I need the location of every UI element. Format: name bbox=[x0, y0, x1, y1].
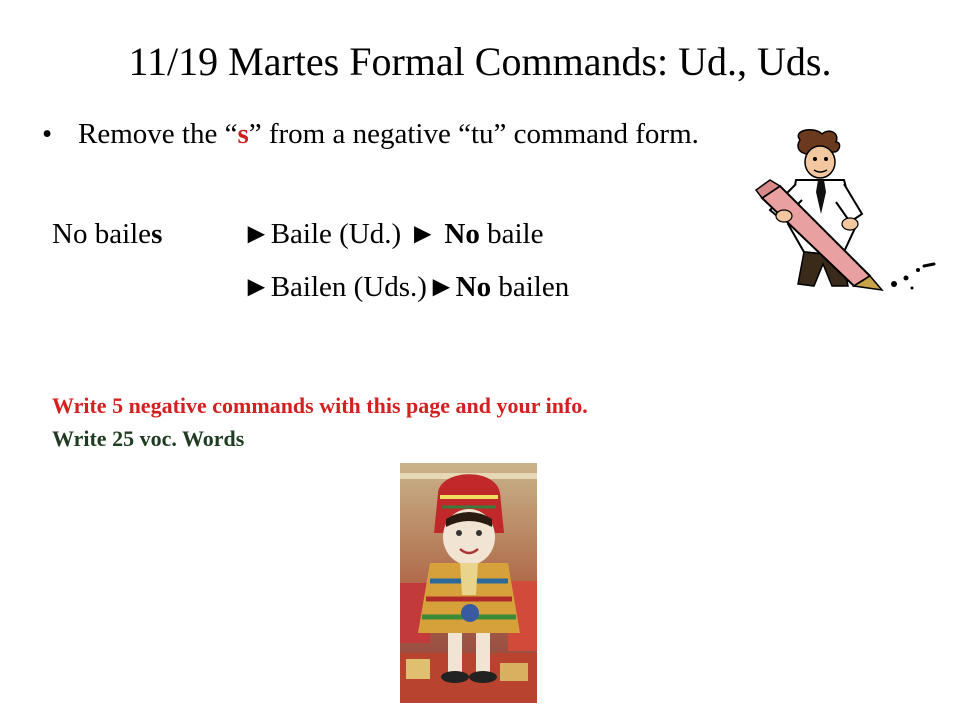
bullet-highlight-s: s bbox=[237, 118, 249, 150]
assignment-note-1: Write 5 negative commands with this page and your info. bbox=[52, 393, 588, 418]
assignment-note-2: Write 25 voc. Words bbox=[52, 426, 245, 451]
ud-affirmative: Baile (Ud.) bbox=[270, 218, 409, 250]
arrow-icon: ► bbox=[426, 271, 456, 303]
bullet-marker: • bbox=[42, 118, 53, 150]
bullet-text-after: ” from a negative “tu” command form. bbox=[248, 118, 699, 150]
no-bold: No bbox=[444, 218, 480, 250]
arrow-icon: ► bbox=[242, 218, 271, 250]
neg-tu-prefix: No baile bbox=[52, 218, 152, 250]
negative-tu-example bbox=[52, 214, 162, 254]
arrow-icon: ► bbox=[242, 271, 271, 303]
ud-command-row bbox=[242, 214, 543, 254]
slide-title: 11/19 Martes Formal Commands: Ud., Uds. bbox=[128, 39, 832, 84]
bullet-text bbox=[78, 113, 798, 155]
andean-doll-photo bbox=[400, 463, 537, 703]
uds-negative: bailen bbox=[491, 271, 570, 303]
bullet-text-before: Remove the “ bbox=[78, 118, 238, 150]
uds-affirmative: Bailen (Uds.) bbox=[270, 271, 427, 303]
man-with-giant-pen-icon bbox=[722, 128, 940, 293]
arrow-icon: ► bbox=[408, 218, 445, 250]
no-bold: No bbox=[455, 271, 492, 303]
neg-tu-ending: s bbox=[151, 218, 163, 250]
uds-command-row bbox=[242, 267, 569, 307]
ud-negative: baile bbox=[479, 218, 544, 250]
